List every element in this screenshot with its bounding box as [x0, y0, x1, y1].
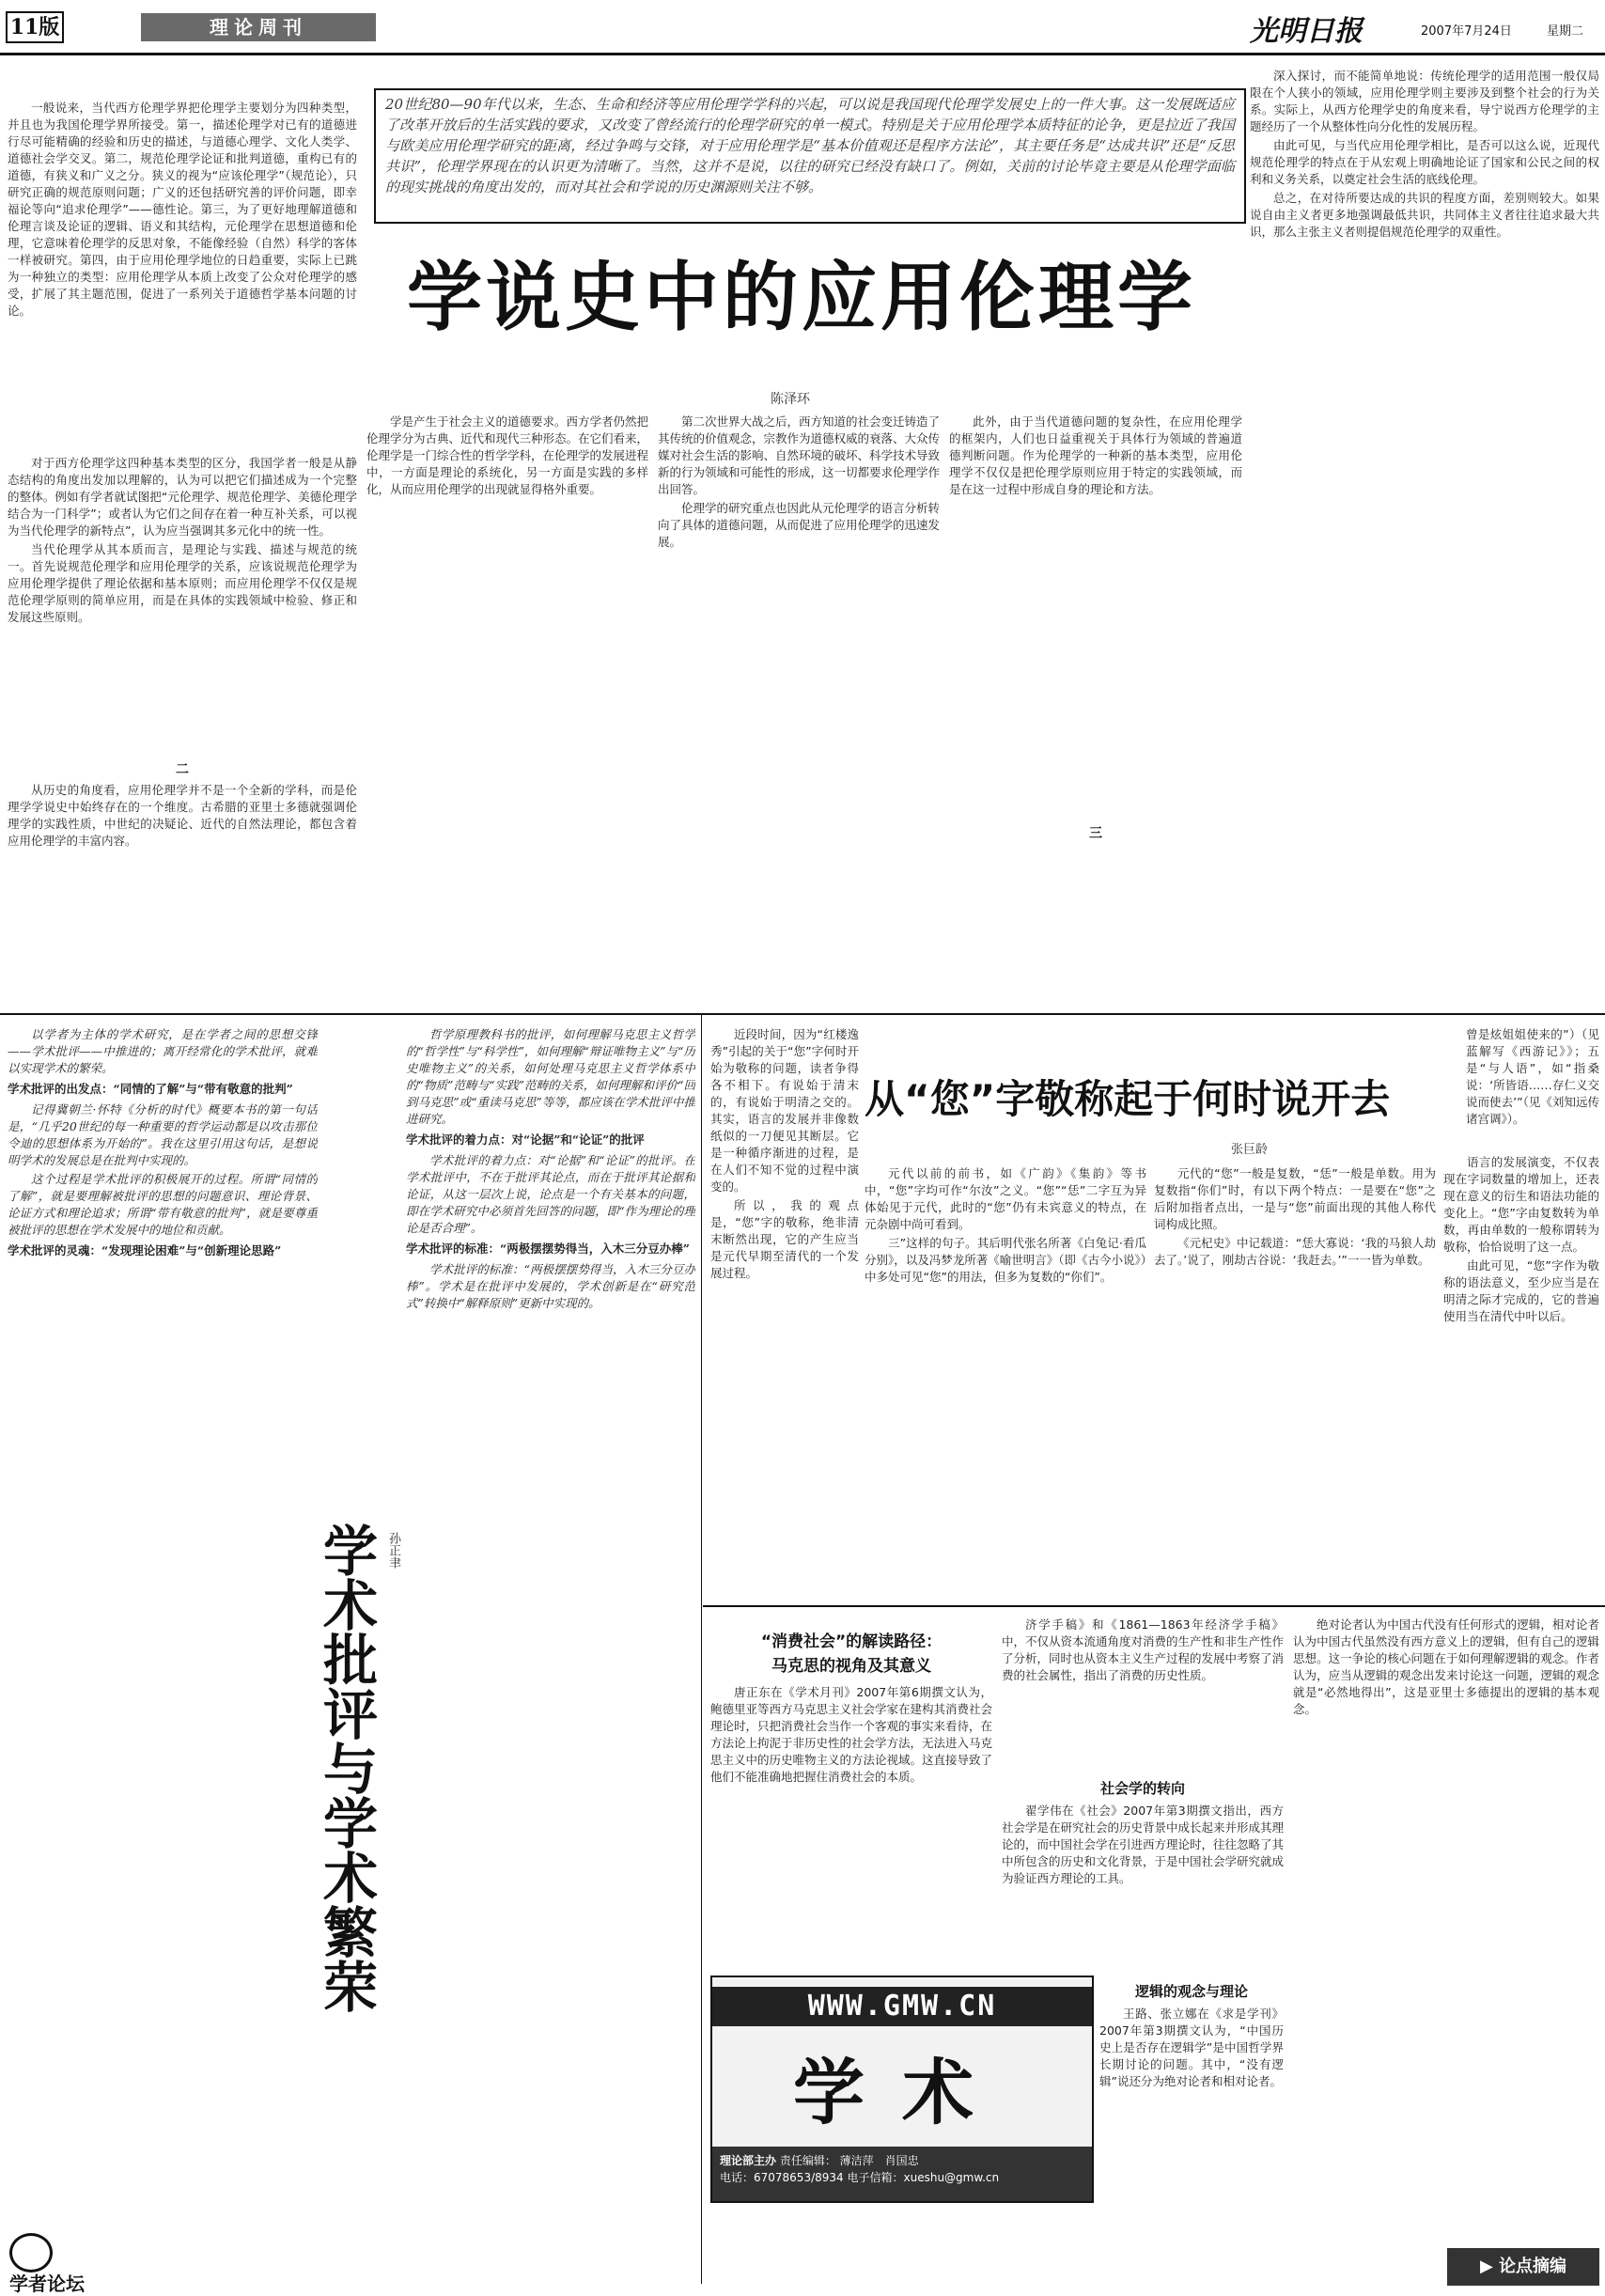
- article2-subheading-2: 学术批评的灵魂：“发现理论困难”与“创新理论思路”: [8, 1243, 282, 1257]
- editor-email[interactable]: 电子信箱：xueshu@gmw.cn: [847, 2171, 1000, 2184]
- digest-title-line1: “消费社会”的解读路径：: [760, 1632, 943, 1651]
- lead-article-column-3: 第二次世界大战之后，西方知道的社会变迁铸造了其传统的价值观念，宗教作为道德权威的衰落、大众传媒对社会生活的影响、自然环境的破坏、科学技术导致新的行为领域和可能性的形成，这一切都要求伦理学作出回答。 伦理学的研究重点也因此从元伦理学的语言分析转向了具体的道德问题，从而促进了应用伦理学的迅速发展。: [658, 414, 940, 549]
- digest-title-line2: 马克思的视角及其意义: [771, 1657, 931, 1676]
- lead-article-title: 学说史中的应用伦理学: [407, 254, 1196, 341]
- digest-body-5: 绝对论者认为中国古代没有任何形式的逻辑，相对论者认为中国古代虽然没有西方意义上的逻辑，但有自己的逻辑思想。这一争论的核心问题在于如何理解逻辑的观念。作者认为，应当从逻辑的观念出发来讨论这一问题，逻辑的观念就是“必然地得出”，这是亚里士多德提出的逻辑的基本观念。: [1293, 1617, 1599, 1716]
- digest-body-1: 唐正东在《学术月刊》2007年第6期撰文认为，鲍德里亚等西方马克思主义社会学家在建构其消费社会理论时，只把消费社会当作一个客观的事实来看待，在方法论上拘泥于非历史性的社会学方法，无法进入马克思主义中的历史唯物主义的方法论视域。这直接导致了他们不能准确地把握住消费社会的本质。: [710, 1685, 992, 1784]
- lead-article-author: 陈泽环: [771, 392, 810, 407]
- lead-article-column-1: 一般说来，当代西方伦理学界把伦理学主要划分为四种类型，并且也为我国伦理学界所接受。第一，描述伦理学对已有的道德进行尽可能精确的经验和历史的描述，与道德心理学、文化人类学、道德社会学交叉。第二，规范伦理学论证和批判道德，重构已有的道德，有狭义和广义之分。狭义的视为“应该伦理学”（规范论），只研究正确的规范原则问题；广义的还包括研究善的评价问题，即幸福论等向“追求伦理学”——德性论。第三，为了更好地理解道德和伦理言谈及论证的逻辑、语义和其结构，元伦理学在思想道德和伦理，它意味着伦理学的反思对象，不能像经验（自然）科学的客体一样被研究。第四，由于应用伦理学地位的日趋重要，实际上已跳为一种独立的类型：应用伦理学从本质上改变了公众对伦理学的感受，扩展了其主题范围，促进了一系列关于道德哲学基本问题的讨论。: [8, 101, 357, 318]
- digest-tag: [1447, 2248, 1599, 2286]
- section-number-two: 二: [176, 762, 189, 777]
- masthead: [0, 0, 1605, 56]
- article3-title: 从“您”字敬称起于何时说开去: [865, 1076, 1391, 1122]
- banner-word: 学术: [793, 2051, 1011, 2134]
- issue-weekday: 星期二: [1547, 24, 1584, 39]
- newspaper-name: 光明日报: [1250, 15, 1363, 48]
- digest-subheading-sociology: 社会学的转向: [1099, 1780, 1185, 1797]
- article3-bottom-rule: [703, 1605, 1605, 1607]
- scholar-forum-text: 学者论坛: [9, 2273, 85, 2295]
- lead-article-intro: 20世纪80—90年代以来，生态、生命和经济等应用伦理学学科的兴起，可以说是我国现代伦理学发展史上的一件大事。这一发展既适应了改革开放后的生活实践的要求，又改变了曾经流行的伦理学研究的单一模式。特别是关于应用伦理学本质特征的论争，更是拉近了我国与欧美应用伦理学研究的距离，经过争鸣与交锋，对于应用伦理学是“基本价值观还是程序方法论”，其主要任务是“达成共识”还是“反思共识”，伦理学界现在的认识更为清晰了。当然，这并不是说，以往的研究已经没有缺口了。例如，关前的讨论毕竟主要是从伦理学面临的现实挑战的角度出发的，而对其社会和学说的历史渊源则关注不够。: [385, 96, 1235, 195]
- article3-author: 张巨龄: [1231, 1143, 1269, 1157]
- article2-subheading-1: 学术批评的出发点：“同情的了解”与“带有敬意的批判”: [8, 1082, 293, 1096]
- digest-body-3: 翟学伟在《社会》2007年第3期撰文指出，西方社会学是在研究社会的历史背景中成长起来并形成其理论的，而中国社会学在引进西方理论时，往往忽略了其中所包含的历史和文化背景，于是中国社会学研究就成为验证西方理论的工具。: [1002, 1804, 1284, 1885]
- article-divider-vertical: [701, 1015, 702, 2284]
- website-url[interactable]: WWW.GMW.CN: [712, 1987, 1092, 2026]
- digest-tag-label: 论点摘编: [1499, 2257, 1567, 2276]
- article3-column-2: 元代以前的前书，如《广韵》《集韵》等书中，“您”字均可作“尔汝”之义。“您”“恁”二字互为异体始见于元代，此时的“您”仍有未宾意义的特点，在元杂剧中尚可看到。 三”这样的句子。其后明代张名所著《白兔记·看瓜分别》，以及冯梦龙所著《喻世明言》（即《古今小说》）中多处可见“您”的用法，但多为复数的“你们”。: [865, 1166, 1146, 1284]
- article2-author: 孙正聿: [386, 1532, 400, 1569]
- masthead-rule: [0, 53, 1605, 55]
- lead-article-intro-box: [374, 88, 1246, 224]
- article2-column-2: 哲学原理教科书的批评，如何理解马克思主义哲学的“哲学性”与“科学性”，如何理解“辩证唯物主义”与“历史唯物主义”的关系，如何处理马克思主义哲学体系中的“物质”范畴与“实践”范畴的关系，如何理解和评价“回到马克思”或“重读马克思”等等，都应该在学术批评中推进研究。 学术批评的着力点：对“论据”和“论证”的批评 学术批评的着力点：对“论据”和“论证”的批评。在学术批评中，不在于批评其论点，而在于批评其论据和论证，从这一层次上说，论点是一个有关基本的问题，即在学术研究中必须首先回答的问题，即“作为理论的理论是否合理”。 学术批评的标准：“两极摆摆势得当，入木三分豆办棒” 学术批评的标准：“两极摆摆势得当，入木三分豆办棒”。学术是在批评中发展的，学术创新是在“研究范式”转换中“解释原则”更新中实现的。: [406, 1027, 695, 1310]
- section-number-three: 三: [1089, 826, 1102, 841]
- digest-body-4: 王路、张立娜在《求是学刊》2007年第3期撰文认为，“中国历史上是否存在逻辑学”是中国哲学界长期讨论的问题。其中，“没有逻辑”说还分为绝对论者和相对论者。: [1099, 2007, 1284, 2088]
- article2-subheading-4: 学术批评的标准：“两极摆摆势得当，入木三分豆办棒”: [406, 1242, 690, 1256]
- article3-column-4: 语言的发展演变，不仅表现在字词数量的增加上，还表现在意义的衍生和语法功能的变化上。“您”字由复数转为单数，再由单数的一般称谓转为敬称，恰恰说明了这一点。 由此可见，“您”字作为敬称的语法意义，至少应当是在明清之际才完成的，它的普遍使用当在清代中叶以后。: [1443, 1155, 1599, 1323]
- website-banner: [710, 1976, 1094, 2203]
- section-title: 理论周刊: [141, 13, 376, 41]
- article3-column-1: 近段时间，因为“红楼逸秀”引起的关于“您”字何时开始为敬称的问题，读者争得各不相下。有说始于清末的，有说始于明清之交的。其实，语言的发展并非像数纸似的一刀便见其断层。它是一种循序渐进的过程，是在人们不知不觉的过程中演变的。 所以，我的观点是，“您”字的敬称，绝非清末断然出现，它的产生应当是元代早期至清代的一个发展过程。: [710, 1027, 859, 1280]
- scholar-forum-emblem: [9, 2233, 53, 2273]
- issue-date: 2007年7月24日: [1421, 24, 1512, 39]
- lead-article-column-1b: 对于西方伦理学这四种基本类型的区分，我国学者一般是从静态结构的角度出发加以理解的，认为可以把它们描述成为一个完整的整体。例如有学者就试图把“元伦理学、规范伦理学、美德伦理学结合为一门科学”；或者认为它们之间存在着一种互补关系，可以视为当代伦理学的新特点”，认为应当强调其多元化中的统一性。 当代伦理学从其本质而言，是理论与实践、描述与规范的统一。首先说规范伦理学和应用伦理学的关系，应该说规范伦理学为应用伦理学提供了理论依据和基本原则；而应用伦理学不仅仅是规范伦理学原则的简单应用，而是在具体的实践领域中检验、修正和发展这些原则。: [8, 456, 357, 624]
- lead-article-bottom-rule: [0, 1013, 1605, 1015]
- digest-tag-arrow-icon: ▶: [1479, 2257, 1500, 2276]
- digest-subheading-logic: 逻辑的观念与理论: [1134, 1983, 1248, 2000]
- edition-number: 11版: [6, 11, 64, 43]
- article2-title: 学术批评与学术繁荣: [314, 1523, 378, 2013]
- lead-article-column-5: 深入探讨，而不能简单地说：传统伦理学的适用范围一般仅局限在个人狭小的领域，应用伦理学则主要涉及到整个社会的行为关系。实际上，从西方伦理学史的角度来看，导宁说西方伦理学的主题经历了一个从整体性向分化性的发展历程。 由此可见，与当代应用伦理学相比，是否可以这么说，近现代规范伦理学的特点在于从宏观上明确地论证了国家和公民之间的权利和义务关系，以奠定社会生活的底线伦理。 总之，在对待所要达成的共识的程度方面，差别则较大。如果说自由主义者更多地强调最低共识，共同体主义者往往追求最大共识，那么主张主义者则提倡规范伦理学的双重性。: [1250, 69, 1599, 239]
- lead-article-column-4: 此外，由于当代道德问题的复杂性，在应用伦理学的框架内，人们也日益重视关于具体行为领域的普遍道德判断问题。作为伦理学的一种新的基本类型，应用伦理学不仅仅是把伦理学原则应用于特定的实践领域，而是在这一过程中形成自身的理论和方法。: [949, 414, 1242, 496]
- article2-column-1: 以学者为主体的学术研究，是在学者之间的思想交锋——学术批评——中推进的；离开经常化的学术批评，就难以实现学术的繁荣。 学术批评的出发点：“同情的了解”与“带有敬意的批判” 记得冀朝兰·怀特《分析的时代》概要本书的第一句话是，“几乎20世纪的每一种重要的哲学运动都是以攻击那位令迪的思想体系为开始的”。我在这里引用这句话，是想说明学术的发展总是在批判中实现的。 这个过程是学术批评的积极展开的过程。所谓“同情的了解”，就是要理解被批评的思想的问题意识、理论背景、论证方式和理论追求；所谓“带有敬意的批判”，就是要尊重被批评的思想在学术发展中的地位和贡献。 学术批评的灵魂：“发现理论困难”与“创新理论思路”: [8, 1027, 318, 1257]
- editor-names: 责任编辑： 薄洁萍 肖国忠: [779, 2154, 919, 2167]
- article3-column-3: 元代的“您”一般是复数，“恁”一般是单数。用为复数指“你们”时，有以下两个特点：一是要在“您”之后附加指者点出，一是与“您”前面出现的其他人称代词构成比照。 《元杞史》中记载道：“恁大寡说：‘我的马狼人劫去了。’说了，刚劫古谷说：‘我赶去。’”一一皆为单数。: [1154, 1166, 1436, 1267]
- digest-body-2: 济学手稿》和《1861—1863年经济学手稿》中，不仅从资本流通角度对消费的生产性和非生产性作了分析，同时也从资本主义生产过程的发展中考察了消费的社会属性，指出了消费的历史性质。: [1002, 1617, 1284, 1682]
- banner-editor-line: [712, 2147, 1092, 2201]
- scholar-forum-logo: [9, 2233, 141, 2295]
- lead-article-column-1c: 从历史的角度看，应用伦理学并不是一个全新的学科，而是伦理学学说史中始终存在的一个维度。古希腊的亚里士多德就强调伦理学的实践性质，中世纪的决疑论、近代的自然法理论，都包含着应用伦理学的丰富内容。: [8, 783, 357, 848]
- article2-subheading-3: 学术批评的着力点：对“论据”和“论证”的批评: [406, 1132, 645, 1147]
- article3-aside: 曾是炫姐姐使来的”）（见蓝解写《西游记》》；五是“与人语”，如“指桑说：‘所皆语……存仁义交说而使去’”（见《刘知远传诸宫调》）。: [1466, 1027, 1599, 1126]
- editor-label: 理论部主办: [720, 2154, 777, 2167]
- lead-article-column-2: 学是产生于社会主义的道德要求。西方学者仍然把伦理学分为古典、近代和现代三种形态。在它们看来，伦理学是一门综合性的哲学学科，在伦理学的发展进程中，一方面是理论的系统化，另一方面是实践的多样化，从而应用伦理学的出现就显得格外重要。: [366, 414, 648, 496]
- editor-phone: 电话：67078653/8934: [720, 2171, 844, 2184]
